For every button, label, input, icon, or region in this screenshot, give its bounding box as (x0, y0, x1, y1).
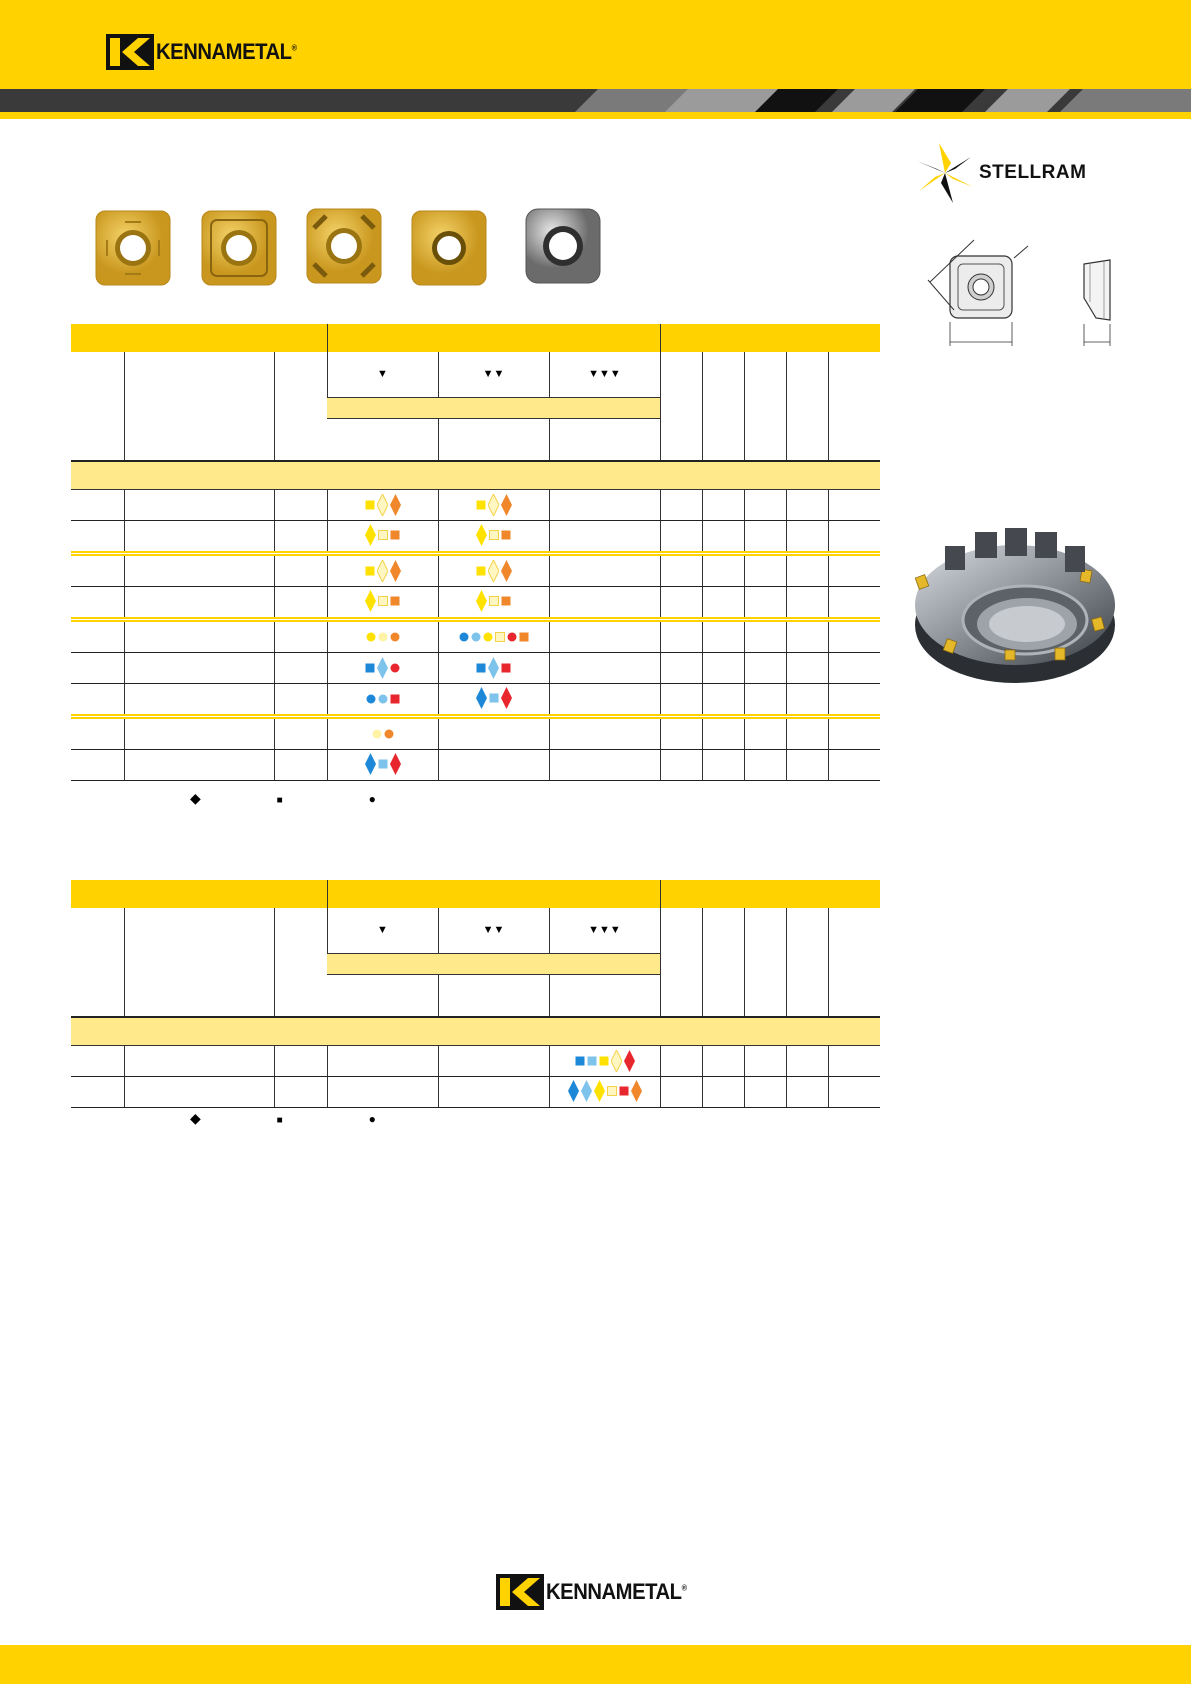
circle-grade-icon (471, 632, 481, 642)
table-cell (702, 750, 744, 781)
circle-legend-icon: ● (368, 792, 376, 806)
grade-suitability-light (327, 554, 438, 587)
table-cell (71, 554, 124, 587)
table-cell (274, 1077, 327, 1108)
table-cell (786, 1046, 828, 1077)
stellram-logo (915, 140, 1086, 206)
table-cell (124, 717, 274, 750)
stellram-star-icon (915, 140, 975, 206)
table-cell (828, 653, 880, 684)
square-grade-icon (378, 759, 388, 769)
header-band-dimensions (660, 880, 880, 908)
footer-band (0, 1645, 1191, 1684)
table-cell (744, 717, 786, 750)
section-band (71, 1017, 880, 1046)
grade-suitability-medium (438, 554, 549, 587)
grade-suitability-heavy (549, 684, 660, 717)
dim-col-4 (786, 908, 828, 1017)
grade-subheader-band (327, 953, 660, 974)
table-cell (744, 587, 786, 620)
grade-symbol-group (365, 657, 400, 679)
table-cell (124, 750, 274, 781)
table-row (71, 554, 880, 587)
table-cell (786, 684, 828, 717)
grade-symbol-group (575, 1050, 635, 1072)
table-cell (828, 750, 880, 781)
table-cell (71, 1046, 124, 1077)
table-cell (274, 750, 327, 781)
diamond-legend-icon: ◆ (190, 790, 201, 806)
square-grade-icon (378, 530, 388, 540)
table-header-band (71, 324, 880, 352)
grade-name-cell (327, 419, 438, 461)
grade-suitability-medium (438, 1046, 549, 1077)
table-cell (828, 717, 880, 750)
header-band-grades (327, 880, 660, 908)
diamond-grade-icon (365, 753, 376, 775)
grade-suitability-heavy (549, 490, 660, 521)
table-cell (744, 1046, 786, 1077)
square-grade-icon (607, 1086, 617, 1096)
table-cell (660, 684, 702, 717)
circle-grade-icon (459, 632, 469, 642)
table-cell (660, 717, 702, 750)
table-cell (786, 490, 828, 521)
circle-grade-icon (366, 694, 376, 704)
table-cell (744, 554, 786, 587)
header-cell-blank (71, 352, 124, 461)
table-cell (274, 620, 327, 653)
grade-symbol-group (365, 494, 401, 516)
kennametal-wordmark: KENNAMETAL® (546, 1579, 687, 1604)
table-cell (124, 587, 274, 620)
grade-name-cell (327, 975, 438, 1017)
table-cell (702, 717, 744, 750)
grade-suitability-light (327, 620, 438, 653)
table-cell (828, 587, 880, 620)
table-cell (124, 521, 274, 554)
grade-symbol-group (366, 626, 400, 648)
table-cell (660, 653, 702, 684)
kennametal-k-icon (106, 34, 154, 70)
load-light-header: ▼ (327, 908, 438, 953)
table-row (71, 653, 880, 684)
table-cell (702, 1046, 744, 1077)
grade-suitability-heavy (549, 1046, 660, 1077)
square-grade-icon (365, 663, 375, 673)
table-cell (124, 653, 274, 684)
grade-suitability-light (327, 750, 438, 781)
circle-grade-icon (483, 632, 493, 642)
diamond-grade-icon (377, 494, 388, 516)
grade-symbol-group (476, 524, 511, 546)
square-grade-icon (476, 500, 486, 510)
table-cell (660, 554, 702, 587)
diamond-grade-icon (365, 590, 376, 612)
dim-col-1 (660, 352, 702, 461)
square-grade-icon (489, 693, 499, 703)
table-2-body (71, 1046, 880, 1108)
grade-suitability-medium (438, 750, 549, 781)
table-cell (702, 1077, 744, 1108)
table-cell (71, 521, 124, 554)
grade-symbol-group (459, 626, 529, 648)
table-cell (274, 554, 327, 587)
diamond-grade-icon (611, 1050, 622, 1072)
table-cell (828, 1046, 880, 1077)
insert-photo-1 (95, 210, 171, 286)
kennametal-logo-bottom (496, 1574, 699, 1610)
legend-1 (190, 790, 376, 807)
square-grade-icon (575, 1056, 585, 1066)
square-grade-icon (501, 596, 511, 606)
diamond-grade-icon (390, 494, 401, 516)
grade-suitability-heavy (549, 717, 660, 750)
grade-suitability-medium (438, 521, 549, 554)
grade-suitability-light (327, 521, 438, 554)
header-cell-blank (274, 352, 327, 461)
table-cell (786, 521, 828, 554)
table-cell (744, 620, 786, 653)
grade-symbol-group (365, 590, 400, 612)
table-cell (71, 1077, 124, 1108)
table-cell (71, 653, 124, 684)
load-light-header: ▼ (327, 352, 438, 397)
insert-photo-5 (525, 208, 601, 284)
insert-side-view-diagram (1074, 258, 1114, 352)
section-band (71, 461, 880, 490)
square-grade-icon (587, 1056, 597, 1066)
grade-suitability-heavy (549, 587, 660, 620)
grade-symbol-group (365, 560, 401, 582)
table-row (71, 521, 880, 554)
square-grade-icon (489, 530, 499, 540)
table-cell (786, 1077, 828, 1108)
table-cell (124, 620, 274, 653)
insert-photo-3 (306, 208, 382, 284)
grade-suitability-medium (438, 587, 549, 620)
square-grade-icon (365, 566, 375, 576)
table-cell (274, 490, 327, 521)
diamond-grade-icon (476, 687, 487, 709)
table-cell (828, 684, 880, 717)
diamond-grade-icon (581, 1080, 592, 1102)
dim-col-5 (828, 352, 880, 461)
diamond-grade-icon (624, 1050, 635, 1072)
table-cell (660, 521, 702, 554)
kennametal-wordmark: KENNAMETAL® (156, 39, 297, 64)
table-cell (274, 653, 327, 684)
table-cell (274, 717, 327, 750)
diamond-grade-icon (501, 494, 512, 516)
table-cell (71, 490, 124, 521)
diamond-legend-icon: ◆ (190, 1110, 201, 1126)
table-cell (702, 587, 744, 620)
square-grade-icon (501, 663, 511, 673)
header-band-left (71, 324, 327, 352)
table-cell (71, 684, 124, 717)
header-cell-blank (274, 908, 327, 1017)
grade-suitability-medium (438, 490, 549, 521)
table-cell (124, 684, 274, 717)
diamond-grade-icon (488, 494, 499, 516)
circle-grade-icon (390, 632, 400, 642)
table-cell (660, 587, 702, 620)
header-stripe (0, 89, 1191, 112)
header-band-grades (327, 324, 660, 352)
table-cell (744, 490, 786, 521)
table-cell (828, 1077, 880, 1108)
square-grade-icon (390, 694, 400, 704)
grade-suitability-light (327, 1046, 438, 1077)
header-stripe-underline (0, 112, 1191, 119)
grade-subheader-band (327, 397, 660, 418)
square-grade-icon (476, 566, 486, 576)
table-cell (660, 750, 702, 781)
table-cell (124, 490, 274, 521)
dim-col-3 (744, 352, 786, 461)
circle-grade-icon (378, 632, 388, 642)
grade-suitability-medium (438, 620, 549, 653)
grade-symbol-group (365, 524, 400, 546)
grade-suitability-medium (438, 1077, 549, 1108)
grade-symbol-group (476, 560, 512, 582)
diamond-grade-icon (501, 560, 512, 582)
kennametal-logo-top (106, 34, 309, 70)
square-grade-icon (390, 596, 400, 606)
circle-grade-icon (384, 729, 394, 739)
grade-name-cell (438, 975, 549, 1017)
grade-suitability-light (327, 717, 438, 750)
table-cell (71, 620, 124, 653)
grade-symbol-group (476, 657, 511, 679)
circle-legend-icon: ● (368, 1112, 376, 1126)
diamond-grade-icon (501, 687, 512, 709)
table-cell (786, 554, 828, 587)
table-cell (660, 1077, 702, 1108)
table-cell (124, 1077, 274, 1108)
grade-suitability-light (327, 490, 438, 521)
insert-top-view-diagram (920, 232, 1030, 352)
table-cell (828, 554, 880, 587)
diamond-grade-icon (594, 1080, 605, 1102)
stellram-wordmark: STELLRAM (979, 162, 1087, 183)
table-1-body (71, 490, 880, 781)
table-cell (124, 1046, 274, 1077)
table-cell (71, 750, 124, 781)
dim-col-1 (660, 908, 702, 1017)
insert-photo-4 (411, 210, 487, 286)
legend-2 (190, 1110, 376, 1127)
table-cell (702, 554, 744, 587)
circle-grade-icon (390, 663, 400, 673)
diamond-grade-icon (390, 560, 401, 582)
square-grade-icon (378, 596, 388, 606)
header-band-left (71, 880, 327, 908)
load-medium-header: ▼▼ (438, 352, 549, 397)
grade-suitability-light (327, 1077, 438, 1108)
grade-symbol-group (372, 723, 394, 745)
grade-suitability-heavy (549, 653, 660, 684)
diamond-grade-icon (488, 657, 499, 679)
circle-grade-icon (372, 729, 382, 739)
diamond-grade-icon (377, 560, 388, 582)
dim-col-3 (744, 908, 786, 1017)
grade-symbol-group (568, 1080, 642, 1102)
diamond-grade-icon (377, 657, 388, 679)
load-heavy-header: ▼▼▼ (549, 908, 660, 953)
grades-table-2 (71, 880, 880, 1108)
table-row (71, 1046, 880, 1077)
grade-suitability-heavy (549, 521, 660, 554)
diamond-grade-icon (631, 1080, 642, 1102)
square-grade-icon (599, 1056, 609, 1066)
table-cell (744, 750, 786, 781)
table-cell (71, 587, 124, 620)
dim-col-5 (828, 908, 880, 1017)
table-cell (786, 620, 828, 653)
header-cell-catalog (124, 908, 274, 1017)
table-cell (702, 684, 744, 717)
grade-suitability-heavy (549, 554, 660, 587)
table-cell (744, 684, 786, 717)
grade-suitability-light (327, 653, 438, 684)
grade-symbol-group (366, 688, 400, 710)
diamond-grade-icon (365, 524, 376, 546)
milling-cutter-photo (905, 510, 1125, 700)
table-cell (702, 490, 744, 521)
grade-suitability-heavy (549, 1077, 660, 1108)
circle-grade-icon (366, 632, 376, 642)
square-grade-icon (476, 663, 486, 673)
diamond-grade-icon (488, 560, 499, 582)
table-cell (71, 717, 124, 750)
table-cell (786, 717, 828, 750)
insert-photo-2 (201, 210, 277, 286)
diamond-grade-icon (476, 524, 487, 546)
grade-suitability-light (327, 587, 438, 620)
table-cell (660, 620, 702, 653)
square-legend-icon: ■ (276, 1115, 283, 1126)
square-grade-icon (365, 500, 375, 510)
grade-suitability-light (327, 684, 438, 717)
grade-symbol-group (476, 590, 511, 612)
table-cell (828, 620, 880, 653)
square-legend-icon: ■ (276, 795, 283, 806)
square-grade-icon (390, 530, 400, 540)
table-cell (744, 521, 786, 554)
grade-suitability-heavy (549, 620, 660, 653)
grade-name-cell (549, 975, 660, 1017)
table-cell (274, 521, 327, 554)
table-cell (274, 1046, 327, 1077)
table-cell (660, 1046, 702, 1077)
diamond-grade-icon (568, 1080, 579, 1102)
header-cell-blank (71, 908, 124, 1017)
grades-table-1 (71, 324, 880, 781)
load-medium-header: ▼▼ (438, 908, 549, 953)
dim-col-2 (702, 908, 744, 1017)
table-row (71, 587, 880, 620)
grade-symbol-group (476, 687, 512, 709)
table-row (71, 684, 880, 717)
table-cell (702, 521, 744, 554)
table-cell (744, 1077, 786, 1108)
grade-name-cell (549, 419, 660, 461)
grade-suitability-medium (438, 653, 549, 684)
header-band-dimensions (660, 324, 880, 352)
table-cell (702, 653, 744, 684)
grade-suitability-heavy (549, 750, 660, 781)
square-grade-icon (489, 596, 499, 606)
diamond-grade-icon (390, 753, 401, 775)
square-grade-icon (619, 1086, 629, 1096)
grade-suitability-medium (438, 684, 549, 717)
load-heavy-header: ▼▼▼ (549, 352, 660, 397)
table-cell (274, 684, 327, 717)
table-cell (786, 587, 828, 620)
circle-grade-icon (507, 632, 517, 642)
square-grade-icon (519, 632, 529, 642)
grade-suitability-medium (438, 717, 549, 750)
table-cell (828, 521, 880, 554)
square-grade-icon (495, 632, 505, 642)
table-row (71, 620, 880, 653)
table-row (71, 490, 880, 521)
table-cell (274, 587, 327, 620)
dim-col-4 (786, 352, 828, 461)
grade-symbol-group (365, 753, 401, 775)
table-cell (828, 490, 880, 521)
table-cell (660, 490, 702, 521)
grade-symbol-group (476, 494, 512, 516)
dim-col-2 (702, 352, 744, 461)
diamond-grade-icon (476, 590, 487, 612)
table-row (71, 750, 880, 781)
table-cell (786, 750, 828, 781)
table-row (71, 717, 880, 750)
grade-name-cell (438, 419, 549, 461)
kennametal-k-icon (496, 1574, 544, 1610)
table-cell (786, 653, 828, 684)
table-cell (124, 554, 274, 587)
header-cell-catalog (124, 352, 274, 461)
square-grade-icon (501, 530, 511, 540)
circle-grade-icon (378, 694, 388, 704)
table-row (71, 1077, 880, 1108)
table-cell (744, 653, 786, 684)
table-cell (702, 620, 744, 653)
